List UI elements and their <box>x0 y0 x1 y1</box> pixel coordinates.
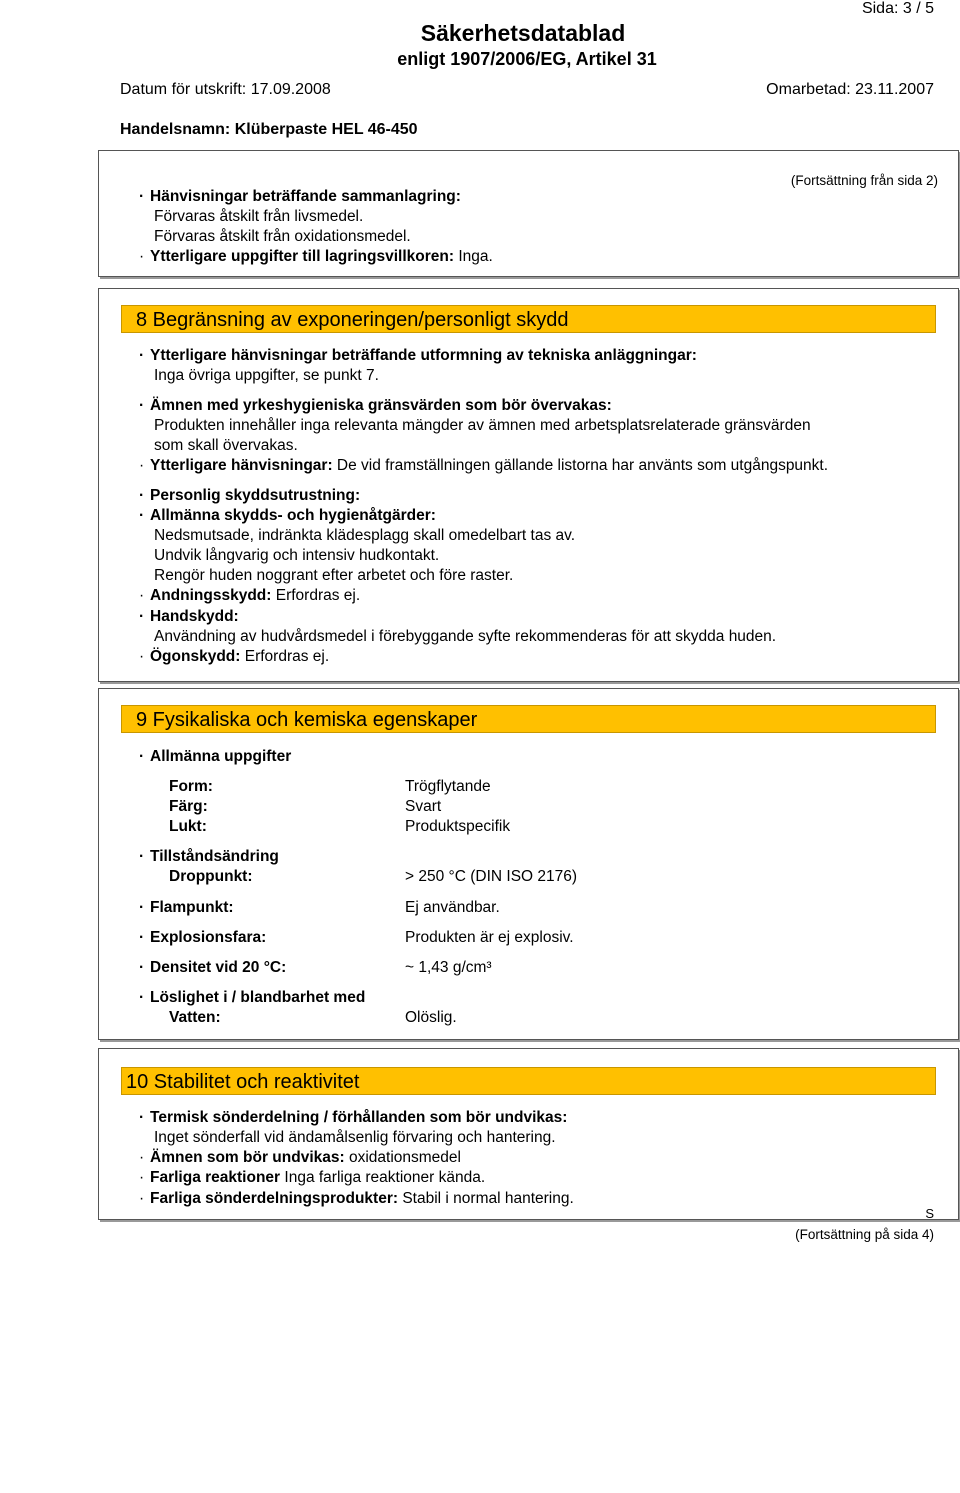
section-9-box <box>98 688 959 1040</box>
tech-value: Inga övriga uppgifter, se punkt 7. <box>154 367 379 384</box>
more-notes: · Ytterligare hänvisningar: De vid framställningen gällande listorna har använts som utgångspunkt. <box>139 457 829 474</box>
solubility-label: · Löslighet i / blandbarhet med <box>139 989 366 1006</box>
hand-label: · Handskydd: <box>139 608 239 625</box>
continued-on-note: (Fortsättning på sida 4) <box>795 1227 934 1242</box>
density-label: · Densitet vid 20 °C: <box>139 959 287 976</box>
continued-from-note: (Fortsättning från sida 2) <box>790 173 938 188</box>
color-label: Färg: <box>169 798 208 815</box>
section-9-heading: 9 Fysikaliska och kemiska egenskaper <box>121 705 936 733</box>
drop-label: Droppunkt: <box>169 868 253 885</box>
tech-label: · Ytterligare hänvisningar beträffande utformning av tekniska anläggningar: <box>139 347 697 364</box>
explosion-label: · Explosionsfara: <box>139 929 267 946</box>
hygiene-line-1: Nedsmutsade, indränkta klädesplagg skall omedelbart tas av. <box>154 527 576 544</box>
thermal-value: Inget sönderfall vid ändamålsenlig förvaring och hantering. <box>154 1129 556 1146</box>
hygiene-line-2: Undvik långvarig och intensiv hudkontakt. <box>154 547 440 564</box>
hand-value: Användning av hudvårdsmedel i förebyggande syfte rekommenderas för att skydda huden. <box>154 628 777 645</box>
hazardous-reactions: · Farliga reaktioner Inga farliga reaktioner kända. <box>139 1169 486 1186</box>
limits-line-1: Produkten innehåller inga relevanta mängder av ämnen med arbetsplatsrelaterade gränsvärden <box>154 417 811 434</box>
odor-label: Lukt: <box>169 818 207 835</box>
eye-protection: · Ögonskydd: Erfordras ej. <box>139 648 330 665</box>
page-marker: S <box>925 1206 934 1221</box>
trade-name: Handelsnamn: Klüberpaste HEL 46-450 <box>120 121 418 138</box>
document-subtitle: enligt 1907/2006/EG, Artikel 31 <box>397 49 657 69</box>
color-value: Svart <box>405 798 442 815</box>
section-10-heading: 10 Stabilitet och reaktivitet <box>121 1067 936 1095</box>
storage-label: · Hänvisningar beträffande sammanlagring: <box>139 188 461 205</box>
page-number: Sida: 3 / 5 <box>861 0 934 17</box>
section-8-heading: 8 Begränsning av exponeringen/personligt skydd <box>121 305 936 333</box>
document-title: Säkerhetsdatablad <box>420 20 626 46</box>
ppe-label: · Personlig skyddsutrustning: <box>139 487 361 504</box>
storage-line-1: Förvaras åtskilt från livsmedel. <box>154 208 364 225</box>
flash-label: · Flampunkt: <box>139 899 234 916</box>
explosion-value: Produkten är ej explosiv. <box>405 929 574 946</box>
section-8-box <box>98 288 959 682</box>
water-value: Olöslig. <box>405 1009 457 1026</box>
limits-label: · Ämnen med yrkeshygieniska gränsvärden som bör övervakas: <box>139 397 612 414</box>
print-date: Datum för utskrift: 17.09.2008 <box>120 81 331 98</box>
drop-value: > 250 °C (DIN ISO 2176) <box>405 868 578 885</box>
storage-continuation-box <box>98 150 959 277</box>
limits-line-2: som skall övervakas. <box>154 437 298 454</box>
hygiene-line-3: Rengör huden noggrant efter arbetet och före raster. <box>154 567 514 584</box>
thermal-label: · Termisk sönderdelning / förhållanden som bör undvikas: <box>139 1109 568 1126</box>
general-label: · Allmänna uppgifter <box>139 748 292 765</box>
breath-protection: · Andningsskydd: Erfordras ej. <box>139 587 361 604</box>
section-10-box <box>98 1048 959 1220</box>
state-label: · Tillståndsändring <box>139 848 279 865</box>
flash-value: Ej användbar. <box>405 899 500 916</box>
form-value: Trögflytande <box>405 778 491 795</box>
storage-line-2: Förvaras åtskilt från oxidationsmedel. <box>154 228 411 245</box>
storage-extra: · Ytterligare uppgifter till lagringsvillkoren: Inga. <box>139 248 493 265</box>
odor-value: Produktspecifik <box>405 818 511 835</box>
density-value: ~ 1,43 g/cm³ <box>405 959 492 976</box>
water-label: Vatten: <box>169 1009 221 1026</box>
avoid-substances: · Ämnen som bör undvikas: oxidationsmedel <box>139 1149 461 1166</box>
revision-date: Omarbetad: 23.11.2007 <box>766 81 934 98</box>
hygiene-label: · Allmänna skydds- och hygienåtgärder: <box>139 507 436 524</box>
form-label: Form: <box>169 778 213 795</box>
decomposition-products: · Farliga sönderdelningsprodukter: Stabil i normal hantering. <box>139 1190 574 1207</box>
